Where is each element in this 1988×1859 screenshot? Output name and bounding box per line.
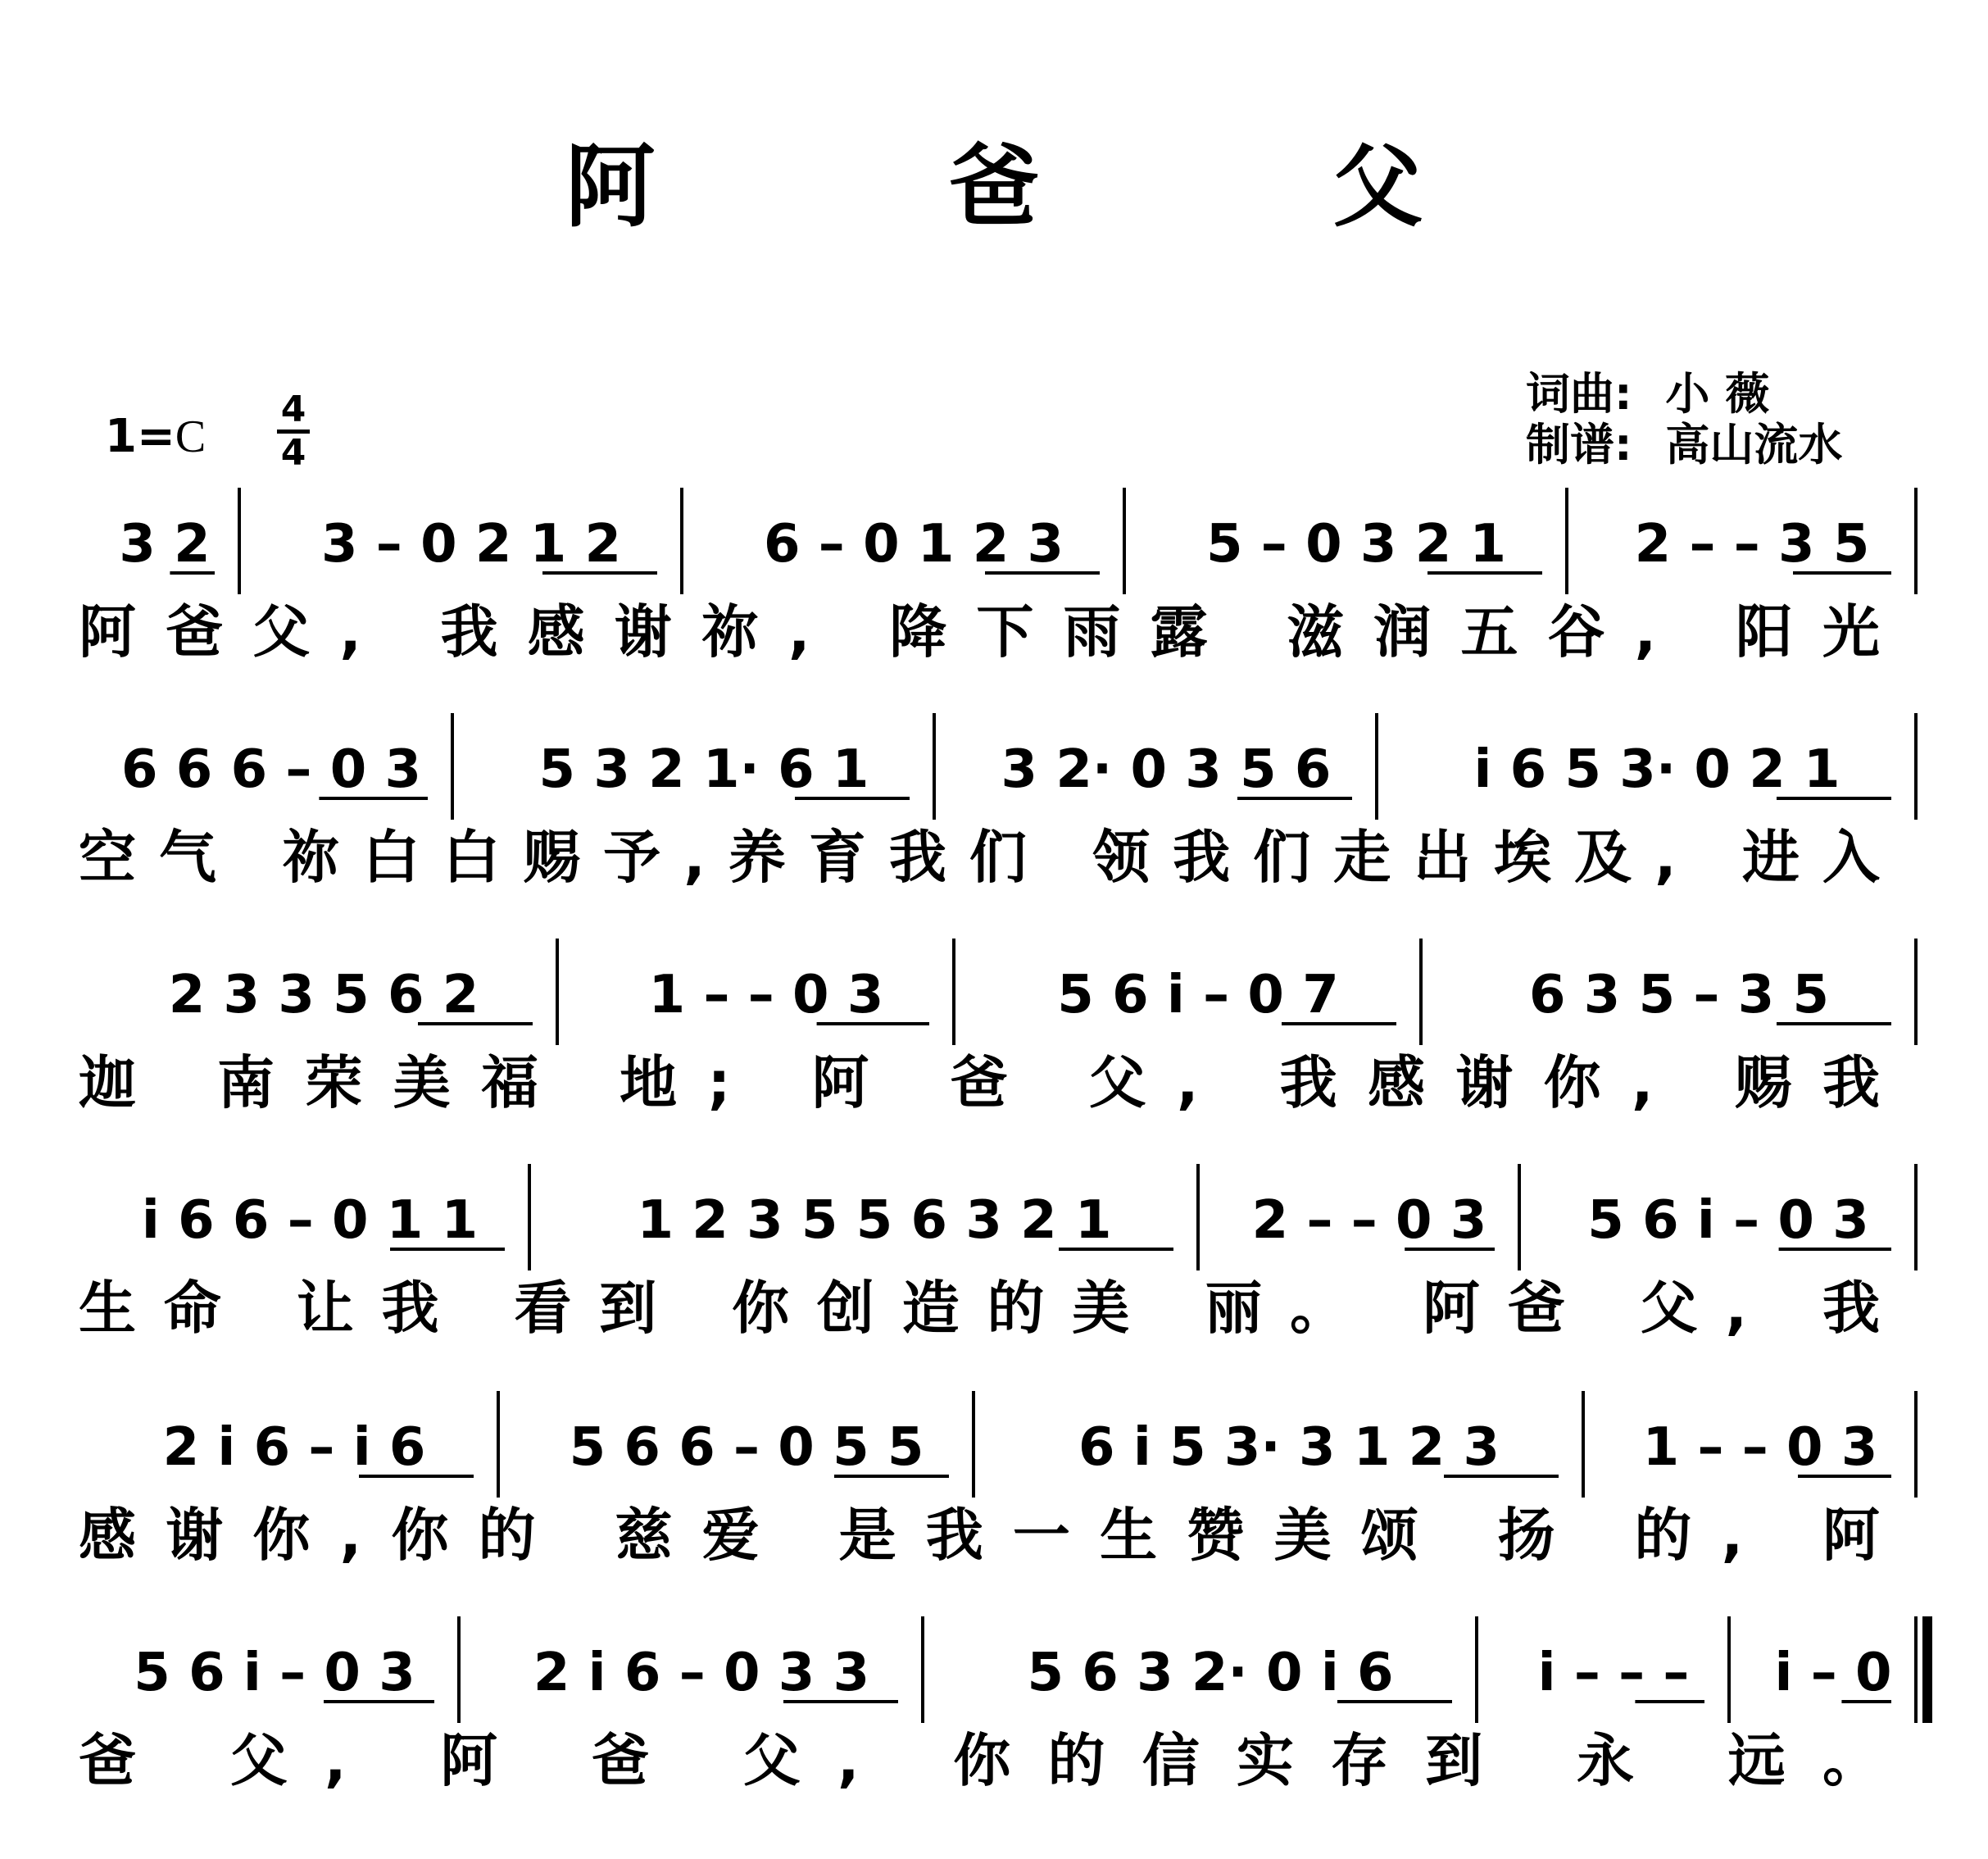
measure-notes: 5 6 i – 0 3 xyxy=(134,1643,415,1703)
measure-notes: 2 i 6 – i 6 xyxy=(162,1417,426,1478)
score-row xyxy=(79,713,1916,891)
measure-notes: 2 – – 0 3 xyxy=(1251,1190,1487,1251)
key-note: C xyxy=(175,411,207,462)
measure-notes: 1 – – 0 3 xyxy=(1642,1417,1878,1478)
lyrics-line: 生命 让我 看到 你创造的美 丽。 阿爸 父, 我 xyxy=(79,1275,1885,1342)
time-sig-bottom: 4 xyxy=(280,432,306,474)
lyrics-line: 阿爸父, 我感谢祢, 降下雨露 滋润五谷, 阳光 xyxy=(79,598,1885,666)
measure-notes: i – 0 xyxy=(1774,1643,1892,1703)
measure-notes: 3 2· 0 3 5 6 xyxy=(1001,739,1332,800)
measure-notes: 5 6 3 2· 0 i 6 xyxy=(1027,1643,1394,1703)
measure-notes: 1 – – 0 3 xyxy=(648,965,884,1025)
score-row xyxy=(79,1164,1916,1342)
measure-notes: 5 – 0 3 2 1 xyxy=(1205,514,1507,575)
measure-notes: 2 i 6 – 0 3 3 xyxy=(533,1643,870,1703)
credit-name: 小 薇 xyxy=(1665,368,1770,420)
song-title: 阿 爸 父 xyxy=(565,134,1555,239)
lyrics-line: 爸 父, 阿 爸 父, 你的信实存到 永 远。 xyxy=(79,1727,1886,1794)
measure-notes: i – – – xyxy=(1537,1643,1690,1703)
lyrics-line: 空气 祢白白赐予,养育我们 领我们走出埃及, 进入 xyxy=(79,824,1885,891)
score-row xyxy=(79,939,1916,1116)
measure-notes: 6 – 0 1 2 3 xyxy=(763,514,1064,575)
measure-notes: 1 2 3 5 5 6 3 2 1 xyxy=(637,1190,1112,1251)
measure-notes: 6 3 5 – 3 5 xyxy=(1528,965,1830,1025)
measure-notes: i 6 5 3· 0 2 1 xyxy=(1473,739,1840,800)
measure-notes: 2 – – 3 5 xyxy=(1634,514,1870,575)
lyrics-line: 感谢你,你的 慈爱 是我一生赞美颂 扬 的, 阿 xyxy=(79,1502,1885,1569)
time-sig-top: 4 xyxy=(280,389,306,430)
measure-notes: 6 6 6 – 0 3 xyxy=(120,739,422,800)
measure-notes: 5 3 2 1· 6 1 xyxy=(538,739,869,800)
score-row xyxy=(79,488,1916,666)
measure-notes: 5 6 i – 0 7 xyxy=(1057,965,1339,1025)
measure-notes: i 6 6 – 0 1 1 xyxy=(141,1190,479,1251)
measure-notes: 3 – 0 2 1 2 xyxy=(320,514,622,575)
measure-notes: 2 3 3 5 6 2 xyxy=(168,965,479,1025)
credit-label: 制谱: xyxy=(1526,419,1632,470)
measure-notes: 6 i 5 3· 3 1 2 3 xyxy=(1078,1417,1500,1478)
measure-notes: 5 6 i – 0 3 xyxy=(1587,1190,1869,1251)
score-row xyxy=(79,1616,1927,1794)
key-prefix: 1= xyxy=(105,410,175,463)
credit-name: 高山流水 xyxy=(1665,419,1843,470)
lyrics-line: 迦 南荣美福 地; 阿 爸 父, 我感谢你, 赐我 xyxy=(79,1049,1885,1116)
measure-notes: 3 2 xyxy=(119,514,211,575)
credit-label: 词曲: xyxy=(1526,368,1632,420)
measure-notes: 5 6 6 – 0 5 5 xyxy=(569,1417,924,1478)
score-row xyxy=(79,1391,1916,1569)
